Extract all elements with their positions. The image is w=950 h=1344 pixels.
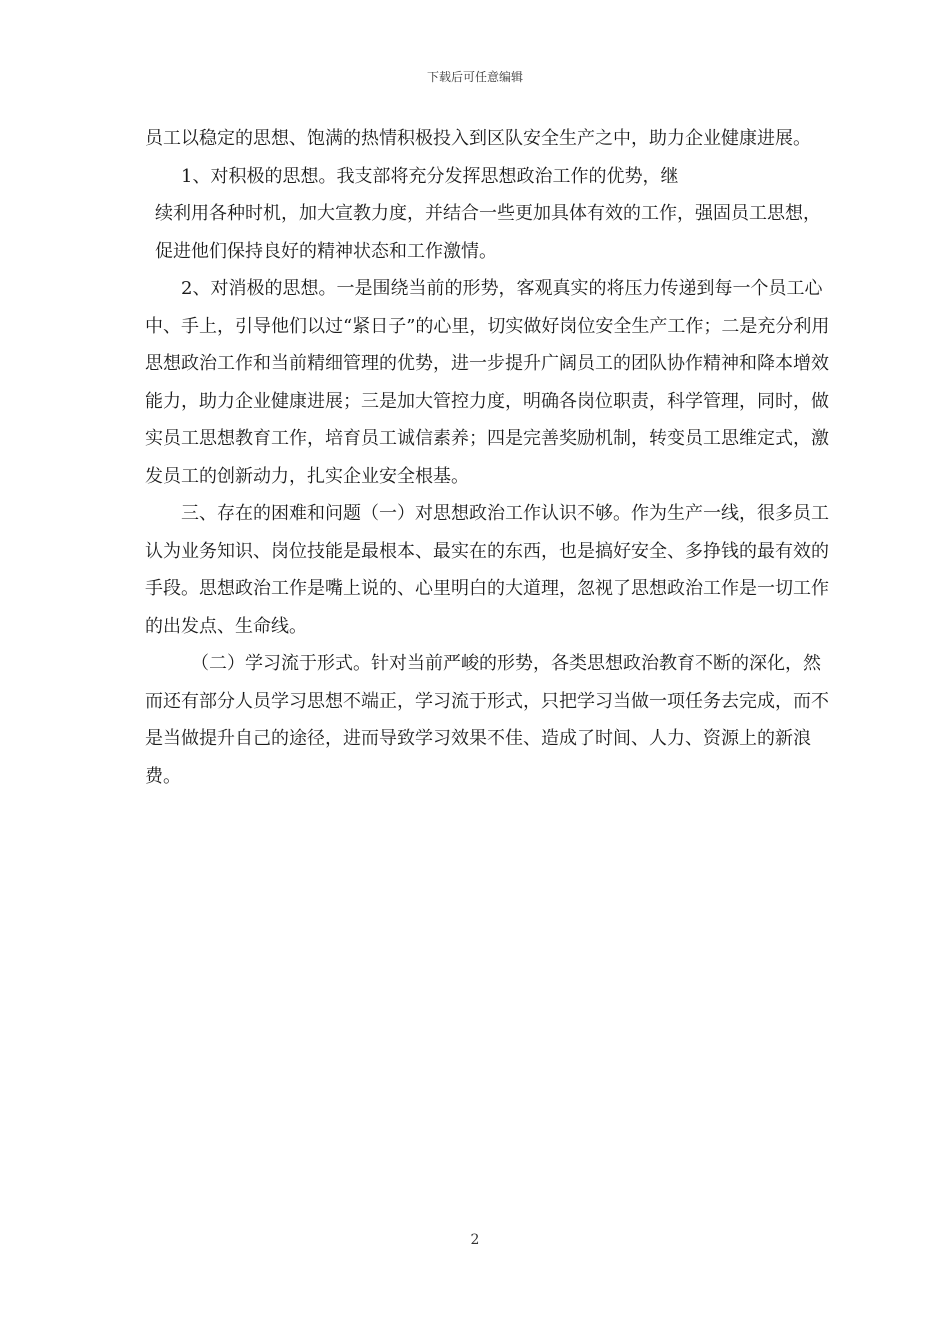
page-number: 2 [470,1232,480,1248]
paragraph-difficulties: 三、存在的困难和问题（一）对思想政治工作认识不够。作为生产一线，很多员工认为业务知识、岗位技能是最根本、最实在的东西，也是搞好安全、多挣钱的最有效的手段。思想政治工作是嘴上说的、心里明白的大道理，忽视了思想政治工作是一切工作的出发点、生命线。 [145,503,829,637]
paragraph-negative-thinking: 2、对消极的思想。一是围绕当前的形势，客观真实的将压力传递到每一个员工心中、手上，引导他们以过“紧日子”的心里，切实做好岗位安全生产工作；二是充分利用思想政治工作和当前精细管理的优势，进一步提升广阔员工的团队协作精神和降本增效能力，助力企业健康进展；三是加大管控力度，明确各岗位职责，科学管理，同时，做实员工思想教育工作，培育员工诚信素养；四是完善奖励机制，转变员工思维定式，激发员工的创新动力，扎实企业安全根基。 [145,278,830,487]
document-body [145,120,830,795]
paragraph-positive-thinking-continued: 续利用各种时机，加大宣教力度，并结合一些更加具体有效的工作，强固员工思想，促进他们保持良好的精神状态和工作激情。 [155,203,821,262]
paragraph-continuation: 员工以稳定的思想、饱满的热情积极投入到区队安全生产之中，助力企业健康进展。 [145,128,811,149]
paragraph-formalism: （二）学习流于形式。针对当前严峻的形势，各类思想政治教育不断的深化，然而还有部分人员学习思想不端正，学习流于形式，只把学习当做一项任务去完成，而不是当做提升自己的途径，进而导致学习效果不佳、造成了时间、人力、资源上的新浪费。 [145,653,829,787]
page-header: 下载后可任意编辑 [426,70,523,84]
paragraph-positive-thinking: 1、对积极的思想。我支部将充分发挥思想政治工作的优势，继 [181,165,679,187]
